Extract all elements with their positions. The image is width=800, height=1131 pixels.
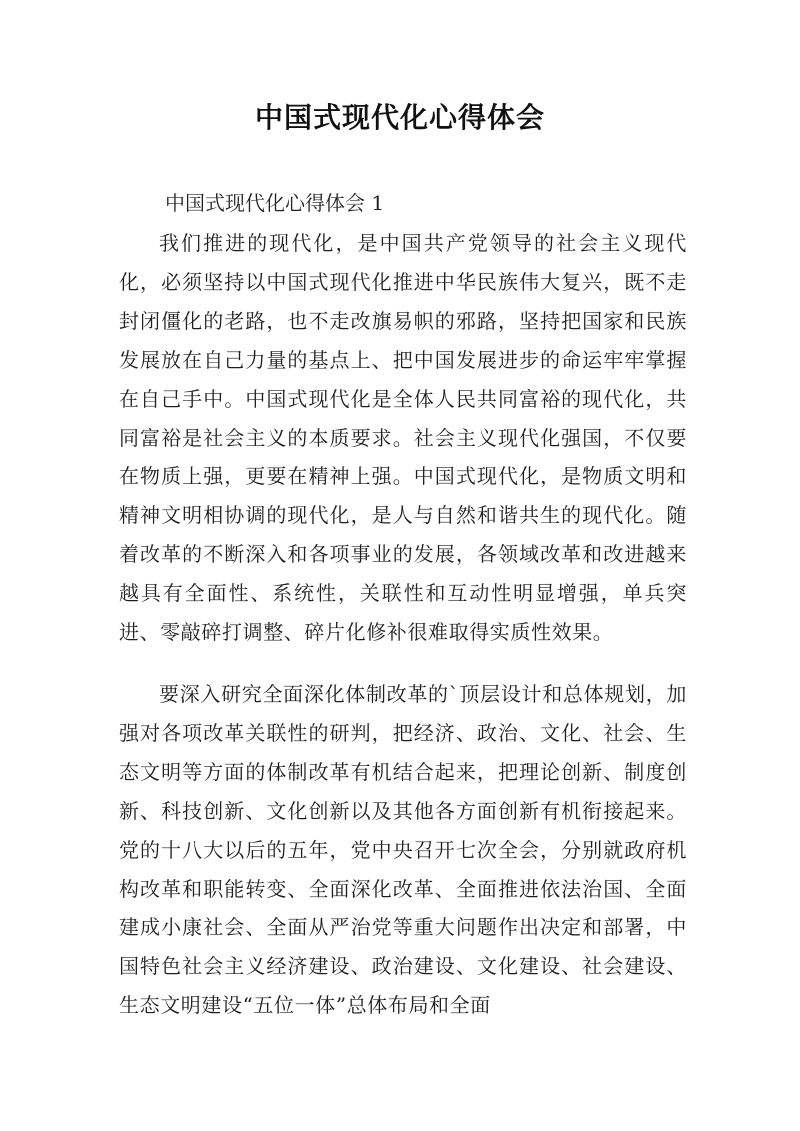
document-title: 中国式现代化心得体会 — [254, 101, 545, 134]
paragraph-1: 我们推进的现代化，是中国共产党领导的社会主义现代化，必须坚持以中国式现代化推进中华民族伟大复兴，既不走封闭僵化的老路，也不走改旗易帜的邪路，坚持把国家和民族发展放在自己力量的基点上、把中国发展进步的命运牢牢掌握在自己手中。中国式现代化是全体人民共同富裕的现代化，共同富裕是社会主义的本质要求。社会主义现代化强国，不仅要在物质上强，更要在精神上强。中国式现代化，是物质文明和精神文明相协调的现代化，是人与自然和谐共生的现代化。随着改革的不断深入和各项事业的发展，各领域改革和改进越来越具有全面性、系统性，关联性和互动性明显增强，单兵突进、零敲碎打调整、碎片化修补很难取得实质性效果。 — [119, 231, 687, 645]
paragraph-2: 要深入研究全面深化体制改革的`顶层设计和总体规划，加强对各项改革关联性的研判，把经济、政治、文化、社会、生态文明等方面的体制改革有机结合起来，把理论创新、制度创新、科技创新、文化创新以及其他各方面创新有机衔接起来。党的十八大以后的五年，党中央召开七次全会，分别就政府机构改革和职能转变、全面深化改革、全面推进依法治国、全面建成小康社会、全面从严治党等重大问题作出决定和部署，中国特色社会主义经济建设、政治建设、文化建设、社会建设、生态文明建设“五位一体”总体布局和全面 — [119, 682, 687, 1018]
section-heading: 中国式现代化心得体会 1 — [165, 191, 385, 215]
